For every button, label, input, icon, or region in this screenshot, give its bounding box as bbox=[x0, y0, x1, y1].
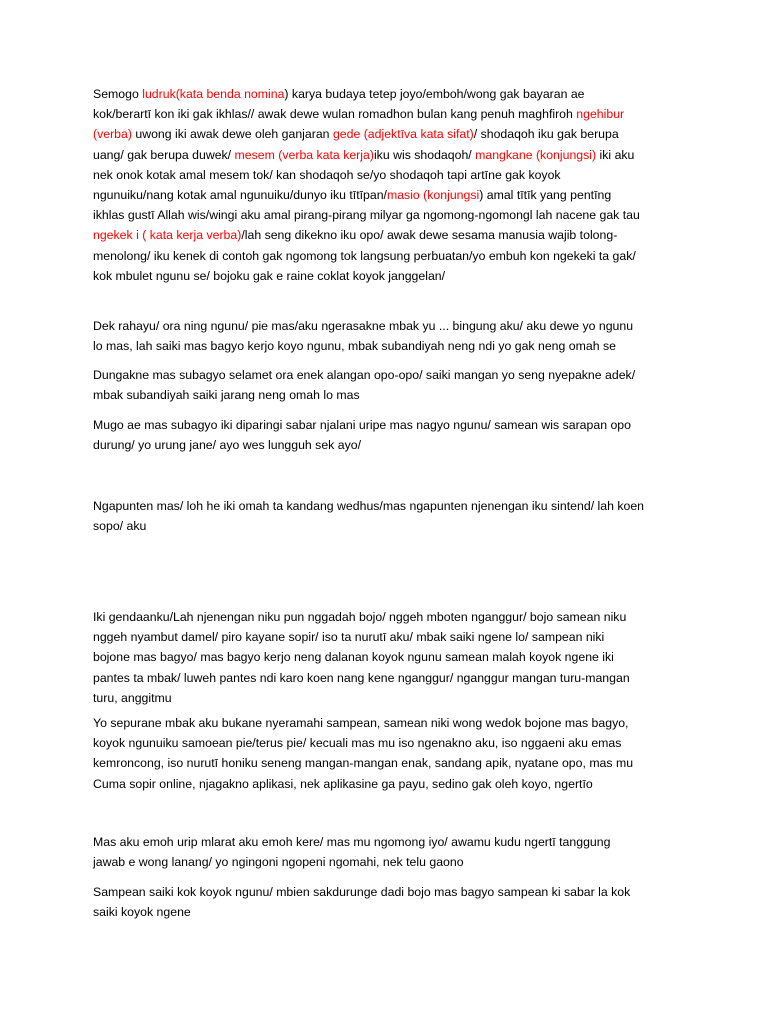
text-line bbox=[93, 415, 683, 435]
text-line bbox=[93, 185, 683, 205]
text-line bbox=[93, 852, 683, 872]
text-run: / shodaqoh iku gak berupa bbox=[473, 127, 619, 142]
text-run: jawab e wong lanang/ yo ngingoni ngopeni ngomahi, nek telu gaono bbox=[93, 855, 464, 870]
highlighted-term: ngekek i ( kata kerja verba) bbox=[93, 228, 242, 243]
text-line bbox=[93, 713, 683, 733]
text-line bbox=[93, 627, 683, 647]
text-run: Sampean saiki kok koyok ngunu/ mbien sakdurunge dadi bojo mas bagyo sampean ki sabar la kok bbox=[93, 885, 631, 899]
paragraph bbox=[93, 713, 683, 794]
paragraph bbox=[93, 84, 683, 286]
text-line bbox=[93, 882, 683, 902]
text-run: ) karya budaya tetep joyo/emboh/wong gak bayaran ae bbox=[284, 87, 585, 101]
text-line bbox=[93, 753, 683, 773]
paragraph bbox=[93, 316, 683, 356]
text-run: uwong iki awak dewe oleh ganjaran bbox=[131, 127, 333, 142]
text-run: Ngapunten mas/ loh he iki omah ta kandang wedhus/mas ngapunten njenengan iku sintend/ lah koen bbox=[93, 499, 645, 513]
text-run: menolong/ iku kenek di contoh gak ngomong tok langsung perbuatan/yo embuh kon ngekeki ta gak/ bbox=[93, 248, 636, 263]
text-run: pantes ta mbak/ luweh pantes ndi karo koen nang kene nganggur/ nganggur mangan turu-mangan bbox=[93, 670, 630, 685]
highlighted-term: mesem (verba kata kerja) bbox=[234, 147, 374, 162]
text-run: koyok ngunuiku samoean pie/terus pie/ kecuali mas mu iso ngenakno aku, iso nggaeni aku emas bbox=[93, 736, 622, 751]
text-run: Cuma sopir online, njagakno aplikasi, nek aplikasine ga payu, sedino gak oleh koyo, ngertīo bbox=[93, 776, 593, 791]
text-run: kok/berartī kon iki gak ikhlas// awak dewe wulan romadhon bulan kang penuh maghfiroh bbox=[93, 107, 577, 122]
text-line bbox=[93, 336, 683, 356]
paragraph bbox=[93, 496, 683, 536]
text-line bbox=[93, 316, 683, 336]
text-line bbox=[93, 165, 683, 185]
text-run: ngunuiku/nang kotak amal ngunuiku/dunyo iku tītīpan/ bbox=[93, 187, 387, 202]
paragraph bbox=[93, 832, 683, 872]
text-line bbox=[93, 647, 683, 667]
text-run: Iki gendaanku/Lah njenengan niku pun nggadah bojo/ nggeh mboten nganggur/ bojo samean niku bbox=[93, 610, 627, 624]
highlighted-term: masio (konjungsi bbox=[386, 187, 480, 202]
text-line bbox=[93, 225, 683, 245]
text-run: Semogo bbox=[93, 87, 143, 101]
text-line bbox=[93, 104, 683, 124]
text-line bbox=[93, 774, 683, 794]
text-line bbox=[93, 902, 683, 922]
text-line bbox=[93, 733, 683, 753]
paragraph bbox=[93, 415, 683, 455]
highlighted-term: (verba) bbox=[93, 127, 132, 142]
text-line bbox=[93, 266, 683, 286]
text-line bbox=[93, 84, 683, 104]
text-run: nek onok kotak amal mesem tok/ kan shodaqoh se/yo shodaqoh tapi artīne gak koyok bbox=[93, 167, 561, 182]
text-run: iki aku bbox=[596, 147, 635, 162]
text-run: Yo sepurane mbak aku bukane nyeramahi sampean, samean niki wong wedok bojone mas bagyo, bbox=[93, 716, 629, 730]
paragraph bbox=[93, 607, 683, 708]
text-run: uang/ gak berupa duwek/ bbox=[93, 147, 235, 162]
text-run: lo mas, lah saiki mas bagyo kerjo koyo ngunu, mbak subandiyah neng ndi yo gak neng omah se bbox=[93, 339, 616, 354]
text-line bbox=[93, 668, 683, 688]
text-run: turu, anggitmu bbox=[93, 690, 172, 705]
text-line bbox=[93, 365, 683, 385]
text-line bbox=[93, 145, 683, 165]
text-run: sopo/ aku bbox=[93, 519, 147, 534]
text-run: saiki koyok ngene bbox=[93, 905, 191, 920]
text-run: durung/ yo urung jane/ ayo wes lungguh sek ayo/ bbox=[93, 438, 361, 453]
text-line bbox=[93, 385, 683, 405]
paragraph bbox=[93, 365, 683, 405]
text-run: bojone mas bagyo/ mas bagyo kerjo neng dalanan koyok ngunu samean malah koyok ngene iki bbox=[93, 650, 614, 665]
text-run: ikhlas gustī Allah wis/wingi aku amal pirang-pirang milyar ga ngomong-ngomongl lah nacene gak tau bbox=[93, 208, 640, 223]
text-run: Mugo ae mas subagyo iki diparingi sabar njalani uripe mas nagyo ngunu/ samean wis sarapan opo bbox=[93, 418, 631, 432]
highlighted-term: gede (adjektīva kata sifat) bbox=[332, 127, 474, 142]
text-line bbox=[93, 688, 683, 708]
text-line bbox=[93, 496, 683, 516]
highlighted-term: ngehibur bbox=[576, 107, 625, 122]
text-run: kok mbulet ngunu se/ bojoku gak e raine coklat koyok janggelan/ bbox=[93, 268, 446, 283]
text-run: mbak subandiyah saiki jarang neng omah lo mas bbox=[93, 388, 360, 403]
text-run: iku wis shodaqoh/ bbox=[373, 147, 476, 162]
text-run: kemroncong, iso nurutī honiku seneng mangan-mangan enak, sandang apik, nyatane opo, mas mu bbox=[93, 756, 634, 771]
text-line bbox=[93, 832, 683, 852]
text-run: Mas aku emoh urip mlarat aku emoh kere/ mas mu ngomong iyo/ awamu kudu ngertī tanggung bbox=[93, 835, 611, 849]
text-run: nggeh nyambut damel/ piro kayane sopir/ iso ta nurutī aku/ mbak saiki ngene lo/ sampean niki bbox=[93, 630, 605, 645]
text-run: Dungakne mas subagyo selamet ora enek alangan opo-opo/ saiki mangan yo seng nyepakne adek/ bbox=[93, 368, 636, 382]
text-line bbox=[93, 516, 683, 536]
text-run: ) amal tītīk yang pentīng bbox=[479, 187, 612, 202]
text-line bbox=[93, 124, 683, 144]
highlighted-term: ludruk(kata benda nomina bbox=[142, 87, 285, 101]
text-run: Dek rahayu/ ora ning ngunu/ pie mas/aku ngerasakne mbak yu ... bingung aku/ aku dewe yo ngunu bbox=[93, 319, 634, 333]
highlighted-term: mangkane (konjungsi) bbox=[475, 147, 597, 162]
text-line bbox=[93, 607, 683, 627]
text-line bbox=[93, 435, 683, 455]
paragraph bbox=[93, 882, 683, 922]
text-line bbox=[93, 205, 683, 225]
text-run: /lah seng dikekno iku opo/ awak dewe sesama manusia wajib tolong- bbox=[241, 228, 618, 243]
text-line bbox=[93, 246, 683, 266]
